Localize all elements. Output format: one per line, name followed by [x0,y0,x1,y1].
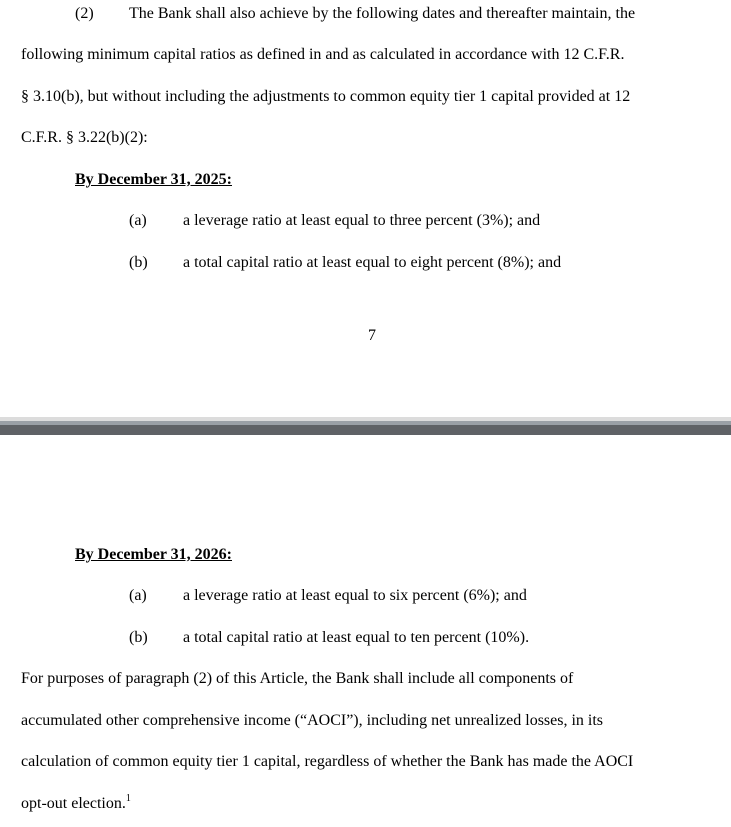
purpose-line-4-text: opt-out election. [21,795,126,812]
footnote-reference[interactable]: 1 [125,793,131,804]
heading-december-2025: By December 31, 2025: [75,171,232,188]
item-b-text-2025: a total capital ratio at least equal to eight percent (8%); and [183,254,562,271]
page-break-edge [0,421,731,425]
paragraph-2-line-1: The Bank shall also achieve by the following dates and thereafter maintain, the [129,5,636,22]
paragraph-2-number: (2) [75,5,94,22]
paragraph-2-line-3: § 3.10(b), but without including the adjustments to common equity tier 1 capital provided at 12 [21,88,631,105]
page-number: 7 [368,327,376,344]
page-break-separator [0,421,731,435]
item-b-text-2026: a total capital ratio at least equal to ten percent (10%). [183,629,530,646]
item-a-label-2025: (a) [129,212,147,229]
purpose-line-2: accumulated other comprehensive income (“AOCI”), including net unrealized losses, in its [21,712,604,729]
purpose-line-1: For purposes of paragraph (2) of this Article, the Bank shall include all components of [21,670,574,687]
item-a-text-2026: a leverage ratio at least equal to six percent (6%); and [183,587,527,604]
item-b-label-2026: (b) [129,629,148,646]
item-a-label-2026: (a) [129,587,147,604]
purpose-line-3: calculation of common equity tier 1 capital, regardless of whether the Bank has made the AOCI [21,753,634,770]
item-a-text-2025: a leverage ratio at least equal to three percent (3%); and [183,212,541,229]
heading-december-2026: By December 31, 2026: [75,546,232,563]
paragraph-2-line-2: following minimum capital ratios as defined in and as calculated in accordance with 12 C.F.R. [21,46,625,63]
item-b-label-2025: (b) [129,254,148,271]
paragraph-2-line-4: C.F.R. § 3.22(b)(2): [21,129,148,146]
purpose-line-4 [21,794,131,814]
